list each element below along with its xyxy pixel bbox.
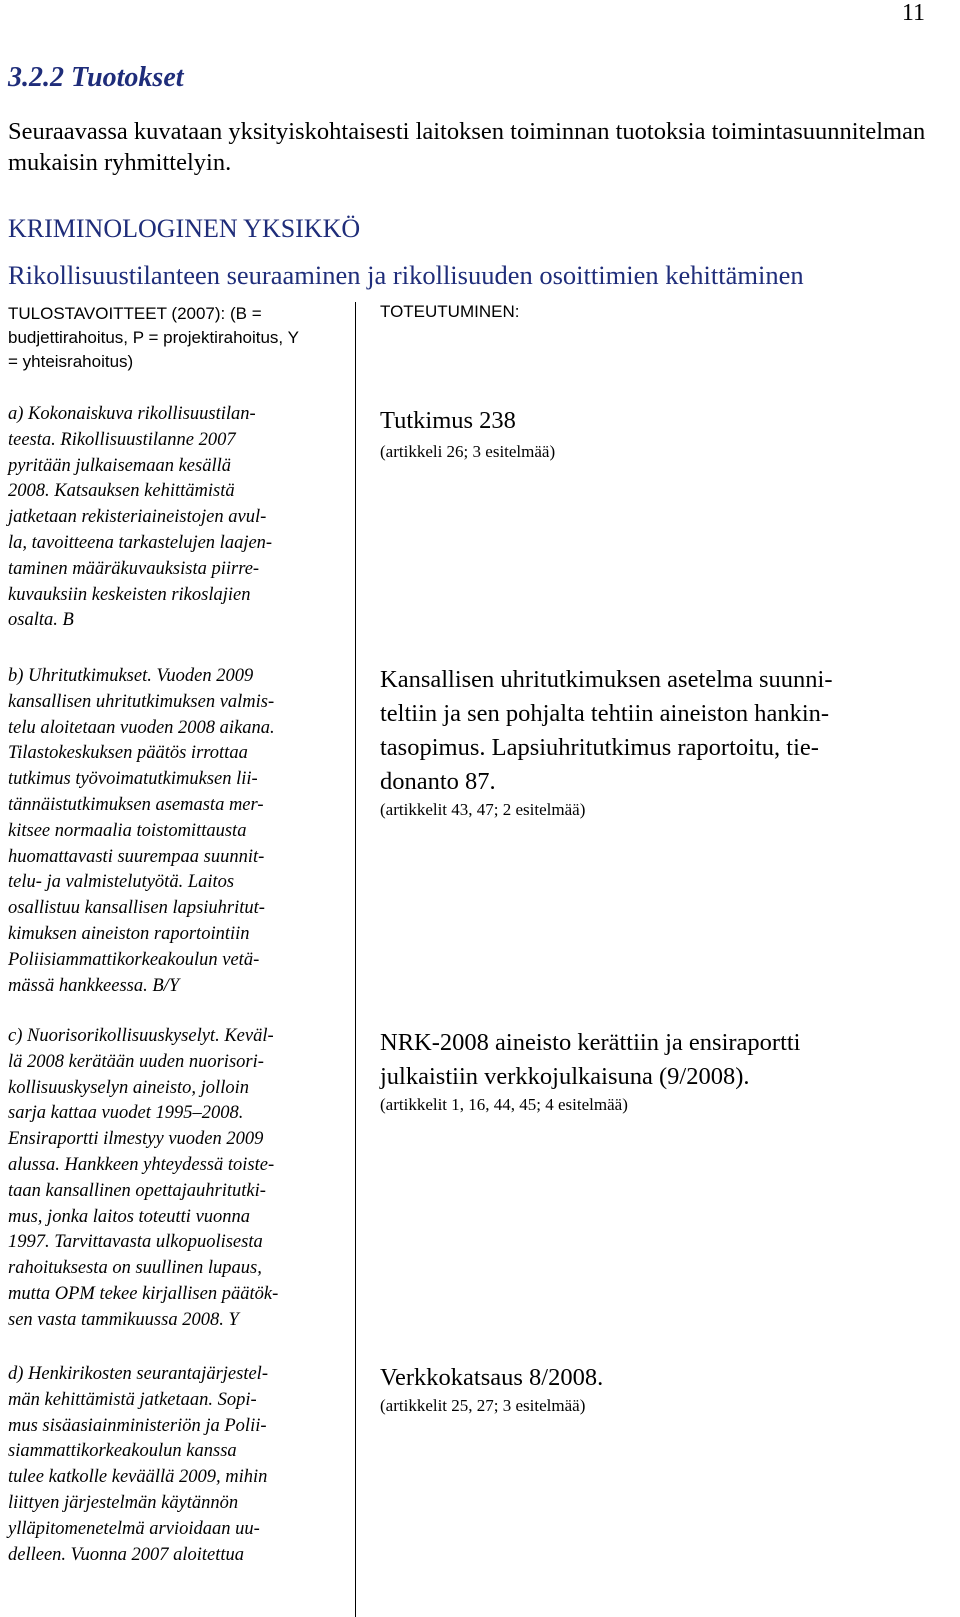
page-number: 11 — [901, 0, 925, 26]
section-heading: 3.2.2 Tuotokset — [8, 62, 184, 93]
result-a-main: Tutkimus 238 — [380, 407, 516, 434]
goals-column-header: TULOSTAVOITTEET (2007): (B = budjettirahoitus, P = projektirahoitus, Y = yhteisrahoitus) — [8, 304, 299, 371]
result-c-sub: (artikkelit 1, 16, 44, 45; 4 esitelmää) — [380, 1095, 628, 1114]
results-column-header: TOTEUTUMINEN: — [380, 302, 520, 321]
intro-paragraph: Seuraavassa kuvataan yksityiskohtaisesti laitoksen toiminnan tuotoksia toimintasuunnitelman mukaisin ryhmittelyin. — [8, 118, 926, 176]
result-c-main: NRK-2008 aineisto kerättiin ja ensiraportti julkaistiin verkkojulkaisuna (9/2008). — [380, 1029, 801, 1090]
column-divider — [355, 302, 356, 1617]
goal-b-text: b) Uhritutkimukset. Vuoden 2009 kansallisen uhritutkimuksen valmis- telu aloitetaan vuoden 2008 aikana. Tilastokeskuksen päätös irrottaa tutkimus työvoimatutkimuksen lii- tännäistutkimuksen asemasta mer- kitsee normaalia toistomittausta huomattavasti suurempaa suunnit- telu- ja valmistelutyötä. Laitos osallistuu kansallisen lapsiuhritut- kimuksen aineiston raportointiin Poliisiammattikorkeakoulun vetä- mässä hankkeessa. B/Y — [8, 666, 275, 996]
result-b-sub: (artikkelit 43, 47; 2 esitelmää) — [380, 800, 586, 819]
result-b-main: Kansallisen uhritutkimuksen asetelma suunni- teltiin ja sen pohjalta tehtiin aineiston hankin- tasopimus. Lapsiuhritutkimus raportoitu, tie- donanto 87. — [380, 666, 833, 795]
goal-c-text: c) Nuorisorikollisuuskyselyt. Keväl- lä 2008 kerätään uuden nuorisori- kollisuuskyselyn aineisto, jolloin sarja kattaa vuodet 1995–2008. Ensiraportti ilmestyy vuoden 2009 alussa. Hankkeen yhteydessä toiste- taan kansallinen opettajauhritutki- mus, jonka laitos toteutti vuonna 1997. Tarvittavasta ulkopuolisesta rahoituksesta on suullinen lupaus, mutta OPM tekee kirjallisen päätök- sen vasta tammikuussa 2008. Y — [8, 1026, 279, 1330]
unit-title: KRIMINOLOGINEN YKSIKKÖ — [8, 214, 361, 243]
goal-a-text: a) Kokonaiskuva rikollisuustilan- teesta. Rikollisuustilanne 2007 pyritään julkaisemaan kesällä 2008. Katsauksen kehittämistä jatketaan rekisteriaineistojen avul- la, tavoitteena tarkastelujen laajen- taminen määräkuvauksista piirre- kuvauksiin keskeisten rikoslajien osalta. B — [8, 404, 273, 631]
result-d-main: Verkkokatsaus 8/2008. — [380, 1364, 604, 1391]
result-a-sub: (artikkeli 26; 3 esitelmää) — [380, 442, 556, 461]
result-d-sub: (artikkelit 25, 27; 3 esitelmää) — [380, 1396, 586, 1415]
goal-d-text: d) Henkirikosten seurantajärjestel- män kehittämistä jatketaan. Sopi- mus sisäasiainministeriön ja Polii- siammattikorkeakoulun kanssa tulee katkolle keväällä 2009, mihin liittyen järjestelmän käytännön ylläpitomenetelmä arvioidaan uu- delleen. Vuonna 2007 aloitettua — [8, 1364, 268, 1565]
topic-title: Rikollisuustilanteen seuraaminen ja rikollisuuden osoittimien kehittäminen — [8, 260, 804, 290]
